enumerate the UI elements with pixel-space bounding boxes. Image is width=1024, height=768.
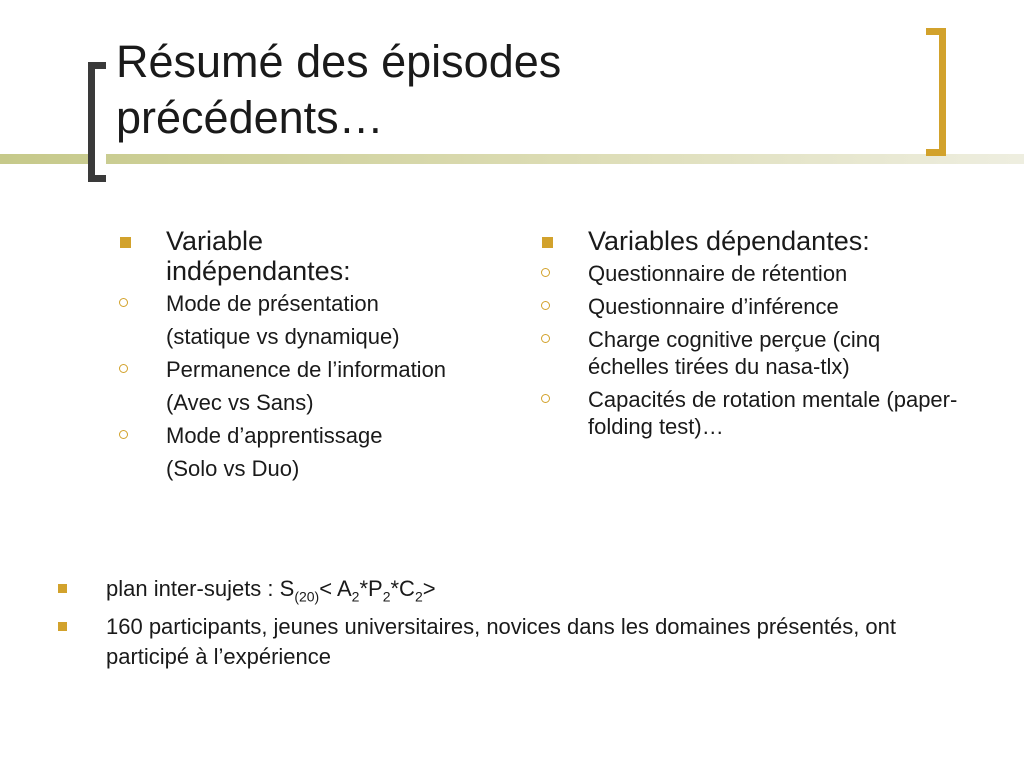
item-text: Mode de présentation [166, 291, 379, 316]
design-c-subscript: 2 [414, 588, 423, 605]
dependent-variables-heading [540, 226, 960, 256]
item-text: Capacités de rotation mentale (paper-folding test)… [588, 387, 958, 439]
independent-variables-list [118, 290, 518, 482]
item-text: Questionnaire d’inférence [588, 294, 839, 319]
item-continuation: (Avec vs Sans) [166, 390, 314, 415]
circle-bullet-icon [119, 298, 128, 307]
item-text: Charge cognitive perçue (cinq échelles tirées du nasa-tlx) [588, 327, 881, 379]
list-item [118, 290, 518, 350]
title-line-1: Résumé des épisodes [116, 36, 562, 87]
design-a-part: < A [319, 576, 352, 601]
design-suffix: > [422, 576, 436, 601]
list-item [540, 326, 960, 380]
circle-bullet-icon [119, 430, 128, 439]
square-bullet-icon [542, 237, 553, 248]
list-item [540, 293, 960, 320]
design-c-part: *C [390, 576, 415, 601]
square-bullet-icon [58, 584, 67, 593]
circle-bullet-icon [541, 301, 550, 310]
item-text: Permanence de l’information [166, 357, 447, 382]
heading-line-1: Variable [166, 226, 264, 256]
item-text: Questionnaire de rétention [588, 261, 848, 286]
right-bracket-decoration [926, 28, 946, 156]
design-formula-item [58, 574, 978, 604]
participants-text: 160 participants, jeunes universitaires, novices dans les domaines présentés, ont participé à l’expérience [106, 614, 897, 669]
independent-variables-heading [118, 226, 518, 286]
dependent-variables-column [540, 226, 960, 446]
circle-bullet-icon [541, 268, 550, 277]
slide-title [116, 34, 916, 146]
left-bracket-decoration [88, 62, 106, 182]
heading-line-2: indépendantes: [166, 256, 351, 286]
design-p-subscript: 2 [382, 588, 391, 605]
dependent-variables-list [540, 260, 960, 440]
circle-bullet-icon [119, 364, 128, 373]
bottom-summary-list [58, 574, 978, 680]
heading-text: Variables dépendantes: [588, 226, 870, 256]
design-prefix: plan inter-sujets : S [106, 576, 295, 601]
design-a-subscript: 2 [351, 588, 360, 605]
independent-variables-column [118, 226, 518, 488]
title-line-2: précédents… [116, 92, 384, 143]
circle-bullet-icon [541, 394, 550, 403]
design-s-subscript: (20) [294, 588, 320, 605]
item-continuation: (Solo vs Duo) [166, 456, 300, 481]
circle-bullet-icon [541, 334, 550, 343]
title-underline-bar [0, 154, 1024, 164]
list-item [540, 386, 960, 440]
design-p-part: *P [359, 576, 383, 601]
item-text: Mode d’apprentissage [166, 423, 383, 448]
participants-item [58, 612, 978, 672]
square-bullet-icon [120, 237, 131, 248]
square-bullet-icon [58, 622, 67, 631]
list-item [118, 422, 518, 482]
item-continuation: (statique vs dynamique) [166, 324, 400, 349]
list-item [118, 356, 518, 416]
list-item [540, 260, 960, 287]
